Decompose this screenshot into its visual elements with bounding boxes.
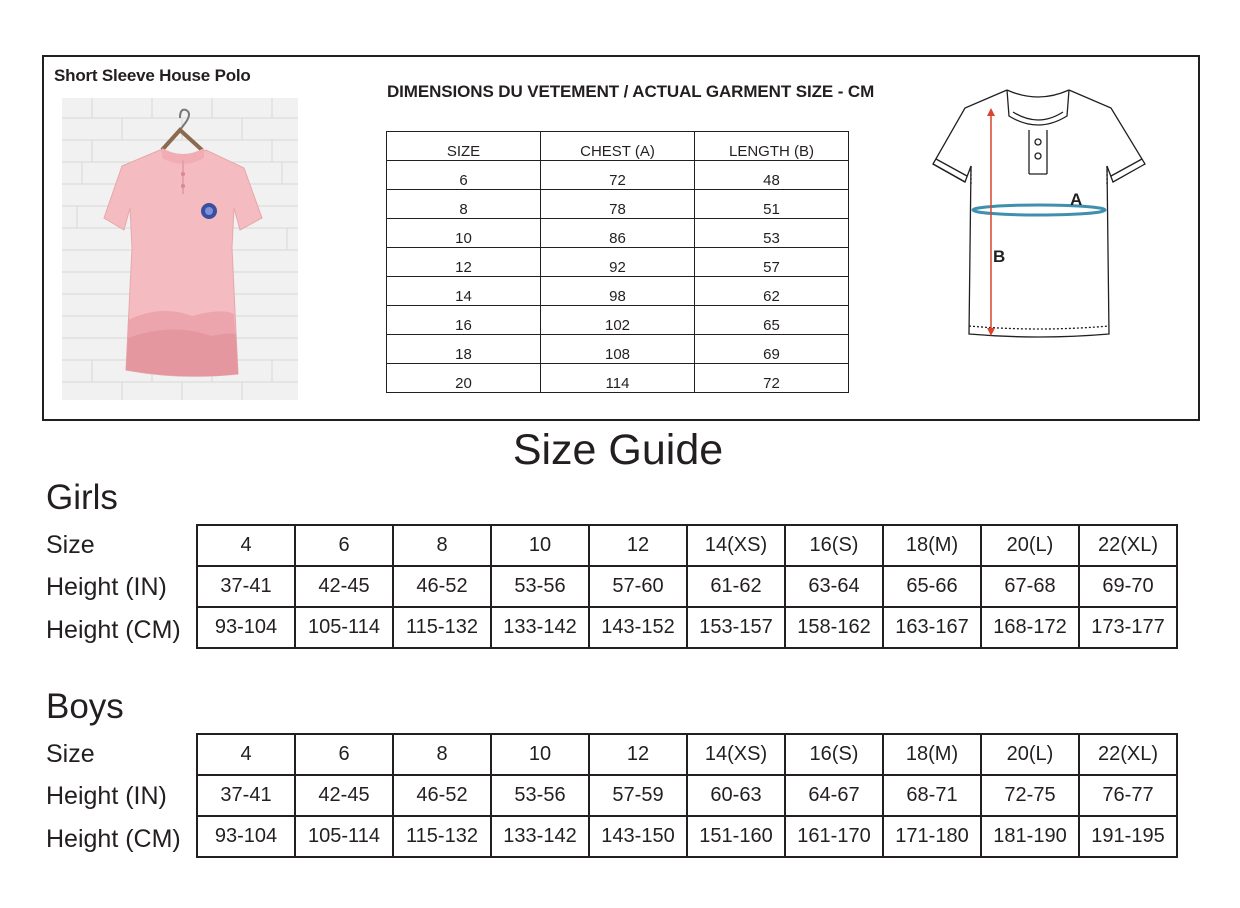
table-row xyxy=(387,306,849,335)
girls-height-cm-cell: 173-177 xyxy=(1079,607,1177,648)
table-header-row xyxy=(387,132,849,161)
boys-height-in-cell: 68-71 xyxy=(883,775,981,816)
boys-height-in-cell: 42-45 xyxy=(295,775,393,816)
cell-size: 20 xyxy=(387,364,541,393)
boys-size-cell: 6 xyxy=(295,734,393,775)
girls-size-cell: 4 xyxy=(197,525,295,566)
cell-length: 69 xyxy=(695,335,849,364)
girls-size-cell: 16(S) xyxy=(785,525,883,566)
girls-height-cm-cell: 93-104 xyxy=(197,607,295,648)
table-row xyxy=(387,190,849,219)
boys-size-cell: 10 xyxy=(491,734,589,775)
cell-size: 18 xyxy=(387,335,541,364)
size-guide-title: Size Guide xyxy=(512,426,724,474)
cell-size: 10 xyxy=(387,219,541,248)
girls-size-cell: 20(L) xyxy=(981,525,1079,566)
boys-height-cm-cell: 115-132 xyxy=(393,816,491,857)
boys-height-in-cell: 76-77 xyxy=(1079,775,1177,816)
boys-height-in-cell: 46-52 xyxy=(393,775,491,816)
boys-height-cm-cell: 133-142 xyxy=(491,816,589,857)
boys-size-cell: 16(S) xyxy=(785,734,883,775)
boys-height-in-cell: 60-63 xyxy=(687,775,785,816)
boys-size-cell: 18(M) xyxy=(883,734,981,775)
header-size: SIZE xyxy=(387,132,541,161)
girls-size-cell: 6 xyxy=(295,525,393,566)
table-row xyxy=(387,277,849,306)
girls-height-in-cell: 61-62 xyxy=(687,566,785,607)
table-row xyxy=(197,525,1177,566)
cell-chest: 92 xyxy=(541,248,695,277)
girls-height-cm-label: Height (CM) xyxy=(46,616,181,644)
cell-length: 48 xyxy=(695,161,849,190)
measurement-diagram xyxy=(925,84,1153,346)
product-title: Short Sleeve House Polo xyxy=(54,66,251,85)
cell-length: 62 xyxy=(695,277,849,306)
boys-height-in-cell: 53-56 xyxy=(491,775,589,816)
header-length: LENGTH (B) xyxy=(695,132,849,161)
boys-height-in-cell: 64-67 xyxy=(785,775,883,816)
boys-height-cm-cell: 191-195 xyxy=(1079,816,1177,857)
boys-height-cm-cell: 181-190 xyxy=(981,816,1079,857)
boys-height-cm-cell: 143-150 xyxy=(589,816,687,857)
girls-height-in-cell: 37-41 xyxy=(197,566,295,607)
girls-height-in-cell: 67-68 xyxy=(981,566,1079,607)
boys-height-cm-cell: 93-104 xyxy=(197,816,295,857)
cell-chest: 102 xyxy=(541,306,695,335)
girls-section-title: Girls xyxy=(46,478,118,517)
header-chest: CHEST (A) xyxy=(541,132,695,161)
length-label-b: B xyxy=(993,247,1006,266)
girls-height-cm-cell: 168-172 xyxy=(981,607,1079,648)
girls-size-cell: 10 xyxy=(491,525,589,566)
cell-size: 14 xyxy=(387,277,541,306)
table-row xyxy=(197,775,1177,816)
girls-height-cm-cell: 105-114 xyxy=(295,607,393,648)
table-row xyxy=(387,364,849,393)
girls-height-cm-cell: 143-152 xyxy=(589,607,687,648)
cell-chest: 114 xyxy=(541,364,695,393)
cell-length: 65 xyxy=(695,306,849,335)
boys-height-in-cell: 57-59 xyxy=(589,775,687,816)
cell-chest: 108 xyxy=(541,335,695,364)
boys-height-cm-cell: 161-170 xyxy=(785,816,883,857)
boys-size-cell: 22(XL) xyxy=(1079,734,1177,775)
chest-label-a: A xyxy=(1070,190,1083,209)
table-row xyxy=(387,219,849,248)
girls-size-label: Size xyxy=(46,531,95,559)
table-row xyxy=(197,607,1177,648)
boys-size-cell: 20(L) xyxy=(981,734,1079,775)
boys-height-in-cell: 72-75 xyxy=(981,775,1079,816)
cell-chest: 98 xyxy=(541,277,695,306)
girls-height-cm-cell: 158-162 xyxy=(785,607,883,648)
boys-size-cell: 12 xyxy=(589,734,687,775)
cell-length: 51 xyxy=(695,190,849,219)
boys-height-cm-cell: 151-160 xyxy=(687,816,785,857)
table-row xyxy=(197,816,1177,857)
girls-height-in-cell: 65-66 xyxy=(883,566,981,607)
cell-chest: 72 xyxy=(541,161,695,190)
boys-height-cm-label: Height (CM) xyxy=(46,825,181,853)
cell-chest: 86 xyxy=(541,219,695,248)
cell-size: 6 xyxy=(387,161,541,190)
boys-size-cell: 4 xyxy=(197,734,295,775)
cell-size: 16 xyxy=(387,306,541,335)
girls-size-cell: 8 xyxy=(393,525,491,566)
boys-size-cell: 8 xyxy=(393,734,491,775)
girls-height-in-cell: 42-45 xyxy=(295,566,393,607)
cell-size: 12 xyxy=(387,248,541,277)
boys-height-cm-cell: 105-114 xyxy=(295,816,393,857)
girls-height-cm-cell: 133-142 xyxy=(491,607,589,648)
girls-height-cm-cell: 153-157 xyxy=(687,607,785,648)
table-row xyxy=(387,161,849,190)
boys-size-table xyxy=(196,733,1178,858)
product-photo xyxy=(62,98,298,400)
cell-size: 8 xyxy=(387,190,541,219)
boys-height-cm-cell: 171-180 xyxy=(883,816,981,857)
boys-section-title: Boys xyxy=(46,687,124,726)
girls-height-in-cell: 57-60 xyxy=(589,566,687,607)
cell-length: 57 xyxy=(695,248,849,277)
boys-size-cell: 14(XS) xyxy=(687,734,785,775)
boys-height-in-label: Height (IN) xyxy=(46,782,167,810)
cell-chest: 78 xyxy=(541,190,695,219)
girls-height-in-cell: 46-52 xyxy=(393,566,491,607)
table-row xyxy=(387,335,849,364)
cell-length: 53 xyxy=(695,219,849,248)
girls-height-in-cell: 53-56 xyxy=(491,566,589,607)
girls-height-in-cell: 63-64 xyxy=(785,566,883,607)
girls-size-cell: 18(M) xyxy=(883,525,981,566)
table-row xyxy=(387,248,849,277)
garment-table-title: DIMENSIONS DU VETEMENT / ACTUAL GARMENT SIZE - CM xyxy=(387,82,875,101)
girls-size-cell: 22(XL) xyxy=(1079,525,1177,566)
garment-size-table xyxy=(386,131,849,393)
girls-height-cm-cell: 163-167 xyxy=(883,607,981,648)
table-row xyxy=(197,734,1177,775)
cell-length: 72 xyxy=(695,364,849,393)
table-row xyxy=(197,566,1177,607)
girls-size-cell: 14(XS) xyxy=(687,525,785,566)
girls-size-cell: 12 xyxy=(589,525,687,566)
girls-height-in-cell: 69-70 xyxy=(1079,566,1177,607)
girls-height-cm-cell: 115-132 xyxy=(393,607,491,648)
girls-height-in-label: Height (IN) xyxy=(46,573,167,601)
boys-height-in-cell: 37-41 xyxy=(197,775,295,816)
boys-size-label: Size xyxy=(46,740,95,768)
girls-size-table xyxy=(196,524,1178,649)
